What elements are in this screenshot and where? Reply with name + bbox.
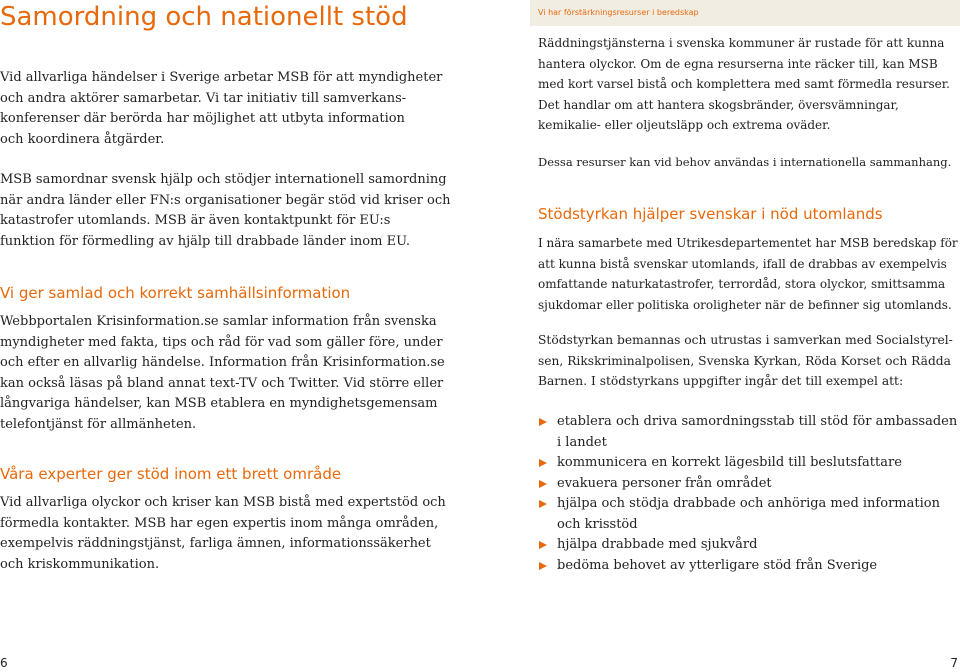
text-line: MSB samordnar svensk hjälp och stödjer internationell samordning	[0, 172, 447, 187]
text-line: med kort varsel bistå och komplettera med samt förmedla resurser.	[538, 77, 950, 91]
text-line: sjukdomar eller politiska oroligheter när de befinner sig utomlands.	[538, 297, 952, 312]
text-line: exempelvis räddningstjänst, farliga ämnen, informationssäkerhet	[0, 536, 431, 551]
section-heading-experts: Våra experter ger stöd inom ett brett område	[0, 465, 342, 483]
resources-paragraph	[538, 33, 950, 136]
triangle-bullet-icon	[539, 480, 547, 488]
list-item	[538, 474, 957, 495]
information-paragraph	[0, 312, 445, 435]
text-line: bedöma behovet av ytterligare stöd från Sverige	[557, 557, 878, 573]
text-line: hantera olyckor. Om de egna resurserna inte räcker till, kan MSB	[538, 56, 938, 71]
text-line: kan också läsas på bland annat text-TV och Twitter. Vid större eller	[0, 375, 444, 391]
text-line: kemikalie- eller oljeutsläpp och extrema oväder.	[538, 118, 831, 132]
text-line: och krisstöd	[557, 516, 638, 532]
intro-paragraph	[0, 68, 442, 150]
text-line: i landet	[557, 434, 607, 450]
text-line: funktion för förmedling av hjälp till drabbade länder inom EU.	[0, 233, 410, 249]
list-item	[538, 412, 957, 453]
page-title: Samordning och nationellt stöd	[0, 2, 408, 32]
list-item	[538, 494, 957, 535]
text-line: och koordinera åtgärder.	[0, 131, 165, 147]
page-number-left: 6	[0, 656, 8, 670]
text-line: Stödstyrkan bemannas och utrustas i samverkan med Socialstyrel-	[538, 333, 953, 347]
text-line: och efter en allvarlig händelse. Information från Krisinformation.se	[0, 355, 445, 370]
support-force-paragraph	[538, 233, 958, 315]
section-heading-information: Vi ger samlad och korrekt samhällsinformation	[0, 284, 351, 302]
experts-paragraph	[0, 493, 446, 575]
list-item	[538, 535, 957, 556]
triangle-bullet-icon	[539, 418, 547, 426]
text-line: Dessa resurser kan vid behov användas i internationella sammanhang.	[538, 155, 952, 169]
text-line: evakuera personer från området	[557, 475, 772, 491]
text-line: sen, Rikskriminalpolisen, Svenska Kyrkan, Röda Korset och Rädda	[538, 353, 951, 368]
text-line: hjälpa och stödja drabbade och anhöriga med information	[557, 496, 940, 511]
text-line: katastrofer utomlands. MSB är även kontaktpunkt för EU:s	[0, 213, 391, 228]
text-line: Vid allvarliga händelser i Sverige arbetar MSB för att myndigheter	[0, 70, 443, 85]
text-line: och kriskommunikation.	[0, 556, 160, 572]
text-line: kommunicera en korrekt lägesbild till beslutsfattare	[557, 455, 902, 470]
text-line: förmedla kontakter. MSB har egen expertis inom många områden,	[0, 515, 439, 531]
left-page	[0, 0, 470, 672]
text-line: myndigheter med fakta, tips och råd för vad som gäller före, under	[0, 334, 443, 350]
text-line: Webbportalen Krisinformation.se samlar information från svenska	[0, 314, 437, 329]
right-page	[480, 0, 960, 672]
text-line: att kunna bistå svenskar utomlands, ifall de drabbas av exempelvis	[538, 256, 947, 271]
text-line: telefontjänst för allmänheten.	[0, 416, 197, 432]
support-force-staffing-paragraph	[538, 330, 953, 392]
resources-international-note	[538, 152, 951, 173]
triangle-bullet-icon	[539, 541, 547, 549]
text-line: Vid allvarliga olyckor och kriser kan MSB bistå med expertstöd och	[0, 495, 446, 510]
text-line: långvariga händelser, kan MSB etablera en myndighetsgemensam	[0, 396, 438, 411]
text-line: etablera och driva samordningsstab till stöd för ambassaden	[557, 414, 958, 429]
page-number-right: 7	[950, 656, 958, 670]
text-line: konferenser där berörda har möjlighet att utbyta information	[0, 111, 405, 126]
list-item	[538, 556, 957, 577]
text-line: I nära samarbete med Utrikesdepartementet har MSB beredskap för	[538, 236, 958, 250]
text-line: Barnen. I stödstyrkans uppgifter ingår det till exempel att:	[538, 374, 904, 388]
text-line: och andra aktörer samarbetar. Vi tar initiativ till samverkans-	[0, 90, 407, 106]
text-line: Det handlar om att hantera skogsbränder, översvämningar,	[538, 97, 899, 112]
text-line: omfattande naturkatastrofer, terrordåd, stora olyckor, smittsamma	[538, 277, 946, 291]
section-heading-support-force: Stödstyrkan hjälper svenskar i nöd utomlands	[538, 205, 883, 223]
resources-heading: Vi har förstärkningsresurser i beredskap	[538, 8, 699, 17]
text-line: hjälpa drabbade med sjukvård	[557, 537, 758, 552]
triangle-bullet-icon	[539, 459, 547, 467]
international-paragraph	[0, 170, 451, 252]
list-item	[538, 453, 957, 474]
text-line: Räddningstjänsterna i svenska kommuner är rustade för att kunna	[538, 36, 945, 50]
triangle-bullet-icon	[539, 562, 547, 570]
text-line: när andra länder eller FN:s organisationer begär stöd vid kriser och	[0, 192, 451, 208]
triangle-bullet-icon	[539, 500, 547, 508]
task-list	[538, 412, 957, 576]
